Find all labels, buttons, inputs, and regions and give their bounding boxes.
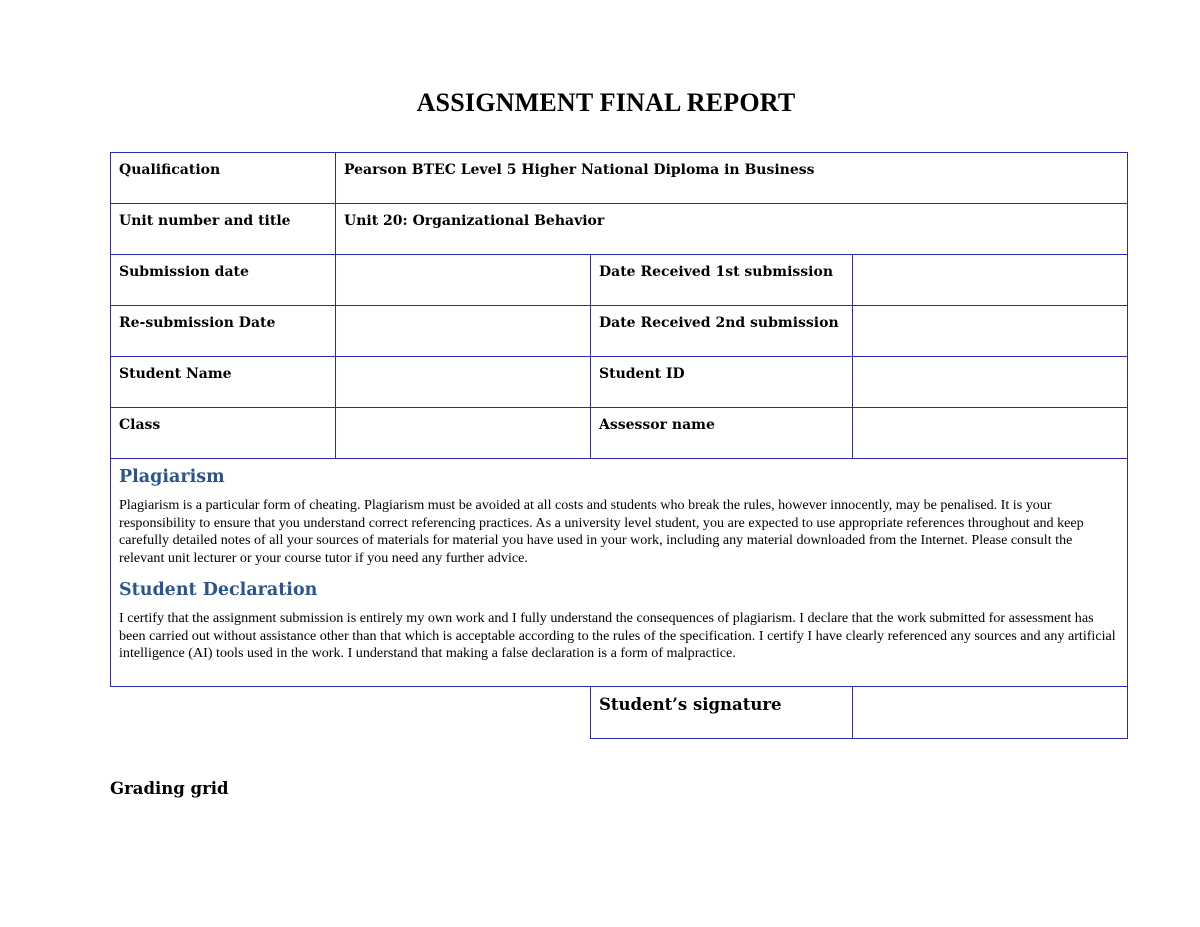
plagiarism-text: Plagiarism is a particular form of cheating. Plagiarism must be avoided at all costs and students who break the rules, however innocently, may be penalised. It is your responsibility to ensure that you understand correct referencing practices. As a university level student, you are expected to use appropriate references throughout and keep carefully detailed notes of all your sources of materials for material you have used in your work, including any material downloaded from the Internet. Please consult the relevant unit lecturer or your course tutor if you need any further advice.	[119, 497, 1084, 566]
date-received-2nd-field[interactable]	[853, 306, 1128, 357]
resubmission-date-field[interactable]	[336, 306, 591, 357]
assessor-name-field[interactable]	[853, 408, 1128, 459]
student-row	[111, 357, 1128, 408]
class-row	[111, 408, 1128, 459]
submission-date-field[interactable]	[336, 255, 591, 306]
student-declaration-text: I certify that the assignment submission is entirely my own work and I fully understand the consequences of plagiarism. I declare that the work submitted for assessment has been carried out without assistance other than that which is acceptable according to the rules of the specification. I certify I have clearly referenced any sources and any artificial intelligence (AI) tools used in the work. I understand that making a false declaration is a form of malpractice.	[119, 610, 1116, 661]
date-received-1st-field[interactable]	[853, 255, 1128, 306]
cover-info-table	[110, 152, 1128, 687]
notice-row	[111, 459, 1128, 687]
grading-grid-heading: Grading grid	[110, 779, 229, 798]
date-received-2nd-label: Date Received 2nd submission	[591, 306, 853, 357]
class-label: Class	[111, 408, 336, 459]
class-field[interactable]	[336, 408, 591, 459]
qualification-row	[111, 153, 1128, 204]
notice-cell	[111, 459, 1128, 687]
unit-value: Unit 20: Organizational Behavior	[336, 204, 1128, 255]
resubmission-date-label: Re-submission Date	[111, 306, 336, 357]
student-declaration-heading: Student Declaration	[119, 580, 318, 600]
assessor-name-label: Assessor name	[591, 408, 853, 459]
qualification-value: Pearson BTEC Level 5 Higher National Diploma in Business	[336, 153, 1128, 204]
student-id-field[interactable]	[853, 357, 1128, 408]
plagiarism-heading: Plagiarism	[119, 467, 225, 487]
submission-date-row	[111, 255, 1128, 306]
unit-label: Unit number and title	[111, 204, 336, 255]
student-name-field[interactable]	[336, 357, 591, 408]
qualification-label: Qualification	[111, 153, 336, 204]
resubmission-date-row	[111, 306, 1128, 357]
submission-date-label: Submission date	[111, 255, 336, 306]
page-title: ASSIGNMENT FINAL REPORT	[416, 88, 796, 117]
student-id-label: Student ID	[591, 357, 853, 408]
student-signature-field[interactable]	[853, 687, 1128, 739]
unit-row	[111, 204, 1128, 255]
signature-table	[590, 686, 1128, 739]
student-name-label: Student Name	[111, 357, 336, 408]
student-signature-label: Student’s signature	[591, 687, 853, 739]
signature-row	[591, 687, 1128, 739]
date-received-1st-label: Date Received 1st submission	[591, 255, 853, 306]
